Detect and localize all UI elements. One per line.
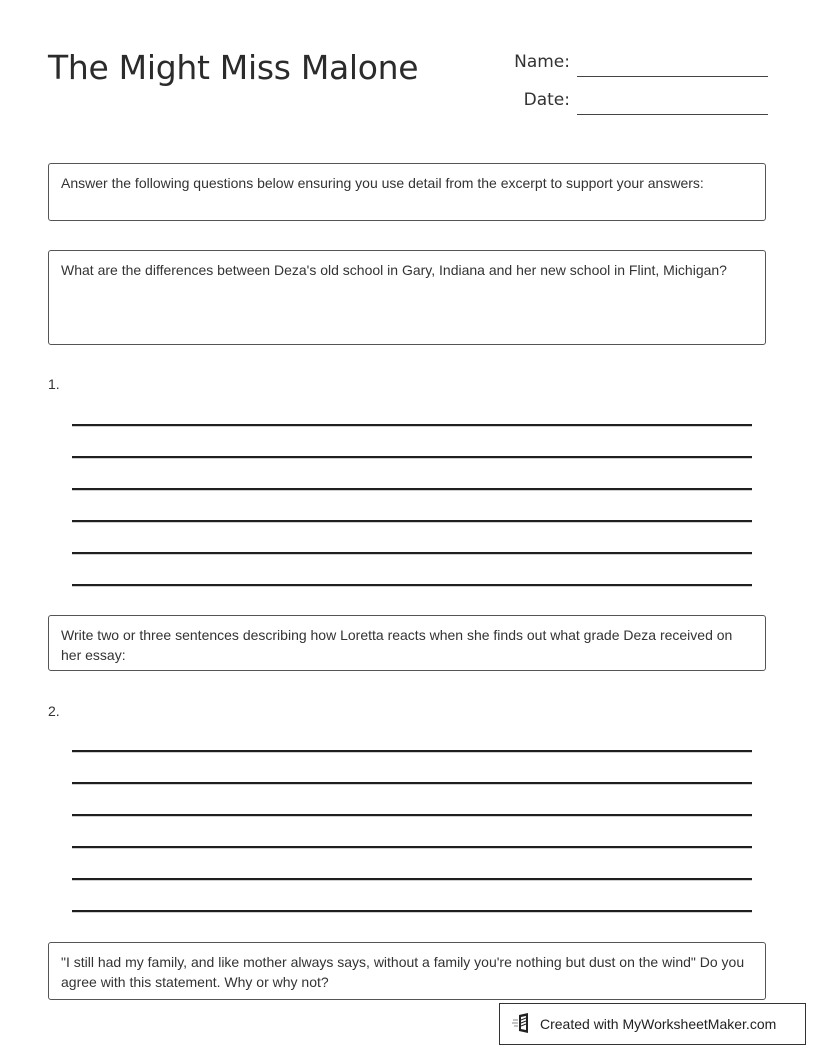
name-label: Name: xyxy=(514,52,570,72)
question-3-box xyxy=(48,942,766,1000)
footer-text: Created with MyWorksheetMaker.com xyxy=(540,1016,777,1032)
instructions-text: Answer the following questions below ensuring you use detail from the excerpt to support your answers: xyxy=(61,175,704,191)
question-3-prompt: "I still had my family, and like mother always says, without a family you're nothing but dust on the wind" Do you agree with this statement. Why or why not? xyxy=(61,954,745,990)
question-1-prompt: What are the differences between Deza's old school in Gary, Indiana and her new school in Flint, Michigan? xyxy=(61,262,727,278)
name-field-line[interactable] xyxy=(577,76,768,77)
footer-badge[interactable] xyxy=(499,1003,806,1045)
answer-2-line-5[interactable] xyxy=(72,878,752,880)
question-2-box xyxy=(48,615,766,671)
date-label: Date: xyxy=(523,90,570,110)
answer-1-line-3[interactable] xyxy=(72,488,752,490)
date-field-line[interactable] xyxy=(577,114,768,115)
question-1-box xyxy=(48,250,766,345)
answer-2-line-2[interactable] xyxy=(72,782,752,784)
question-2-number: 2. xyxy=(48,703,60,719)
answer-2-line-6[interactable] xyxy=(72,910,752,912)
answer-1-line-2[interactable] xyxy=(72,456,752,458)
answer-2-line-4[interactable] xyxy=(72,846,752,848)
worksheet-maker-logo-icon xyxy=(512,1012,540,1037)
question-1-number: 1. xyxy=(48,376,60,392)
answer-1-line-1[interactable] xyxy=(72,424,752,426)
answer-1-line-4[interactable] xyxy=(72,520,752,522)
answer-1-line-5[interactable] xyxy=(72,552,752,554)
answer-1-line-6[interactable] xyxy=(72,584,752,586)
instructions-box xyxy=(48,163,766,221)
question-2-prompt: Write two or three sentences describing how Loretta reacts when she finds out what grade Deza received on her essay: xyxy=(61,627,733,663)
answer-2-line-1[interactable] xyxy=(72,750,752,752)
answer-2-line-3[interactable] xyxy=(72,814,752,816)
page-title: The Might Miss Malone xyxy=(48,48,419,87)
